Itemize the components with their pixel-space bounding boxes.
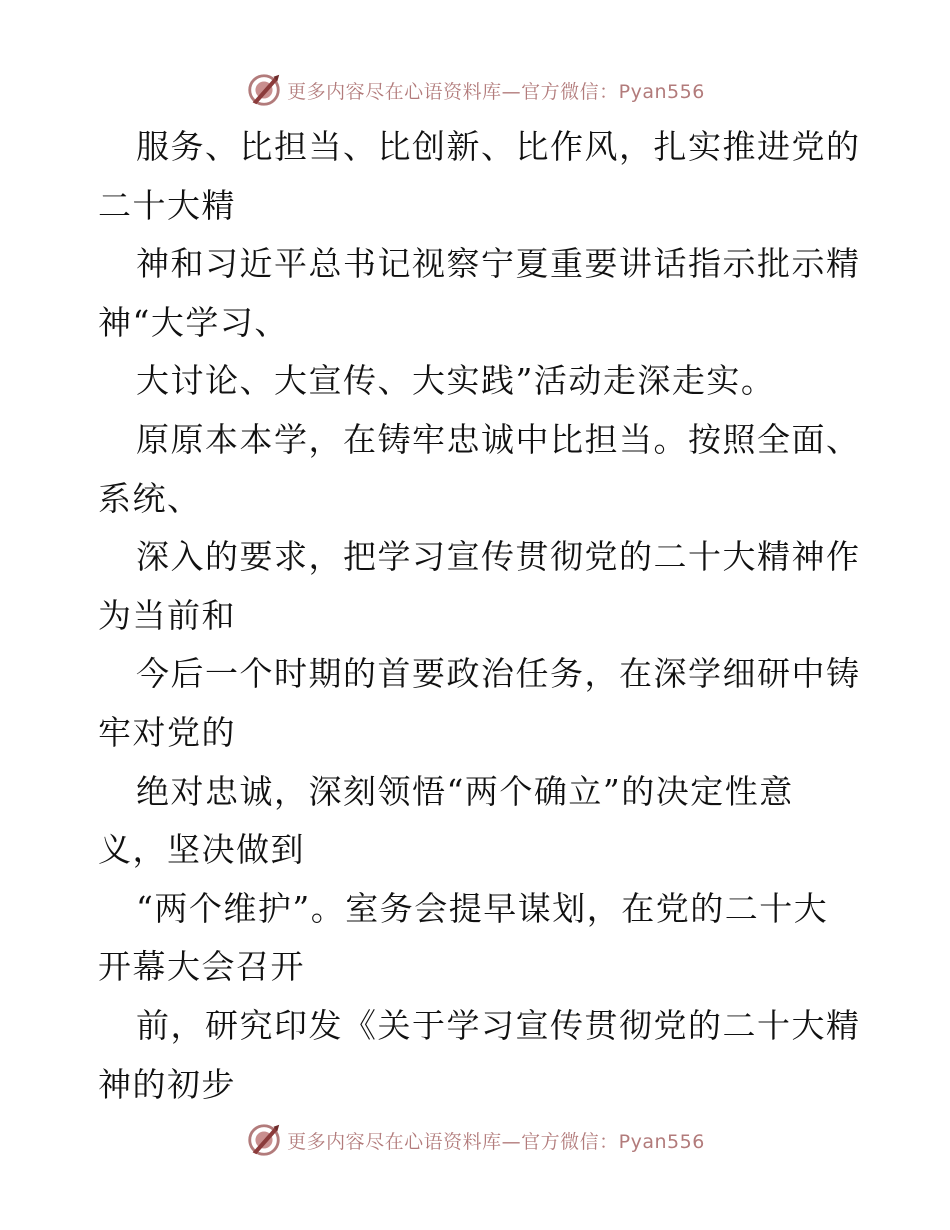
footer-watermark: [0, 1120, 950, 1160]
text-line: 义，坚决做到: [98, 830, 305, 870]
text-line: 今后一个时期的首要政治任务，在深学细研中铸: [136, 654, 861, 694]
watermark-text: 更多内容尽在心语资料库—官方微信：Pyan556: [287, 1130, 705, 1153]
document-body: [98, 118, 861, 1114]
quill-seal-logo: [245, 71, 283, 109]
header-watermark: [0, 70, 950, 110]
text-line: 开幕大会召开: [98, 947, 305, 987]
text-line: 神的初步: [98, 1064, 236, 1104]
text-line: 深入的要求，把学习宣传贯彻党的二十大精神作: [136, 537, 861, 577]
text-line: 为当前和: [98, 595, 236, 635]
watermark-text: 更多内容尽在心语资料库—官方微信：Pyan556: [287, 80, 705, 103]
text-line: 系统、: [98, 478, 202, 518]
text-line: 绝对忠诚，深刻领悟“两个确立”的决定性意: [136, 771, 794, 811]
text-line: 服务、比担当、比创新、比作风，扎实推进党的: [136, 127, 861, 166]
text-line: 大讨论、大宣传、大实践”活动走深走实。: [136, 361, 776, 401]
text-line: 原原本本学，在铸牢忠诚中比担当。按照全面、: [136, 419, 861, 459]
text-line: 二十大精: [98, 185, 236, 225]
quill-seal-logo: [245, 1121, 283, 1159]
text-line: 神“大学习、: [98, 302, 289, 342]
text-line: 前，研究印发《关于学习宣传贯彻党的二十大精: [136, 1005, 861, 1045]
text-line: 牢对党的: [98, 712, 236, 752]
text-line: “两个维护”。室务会提早谋划，在党的二十大: [136, 888, 829, 928]
text-line: 神和习近平总书记视察宁夏重要讲话指示批示精: [136, 244, 861, 284]
